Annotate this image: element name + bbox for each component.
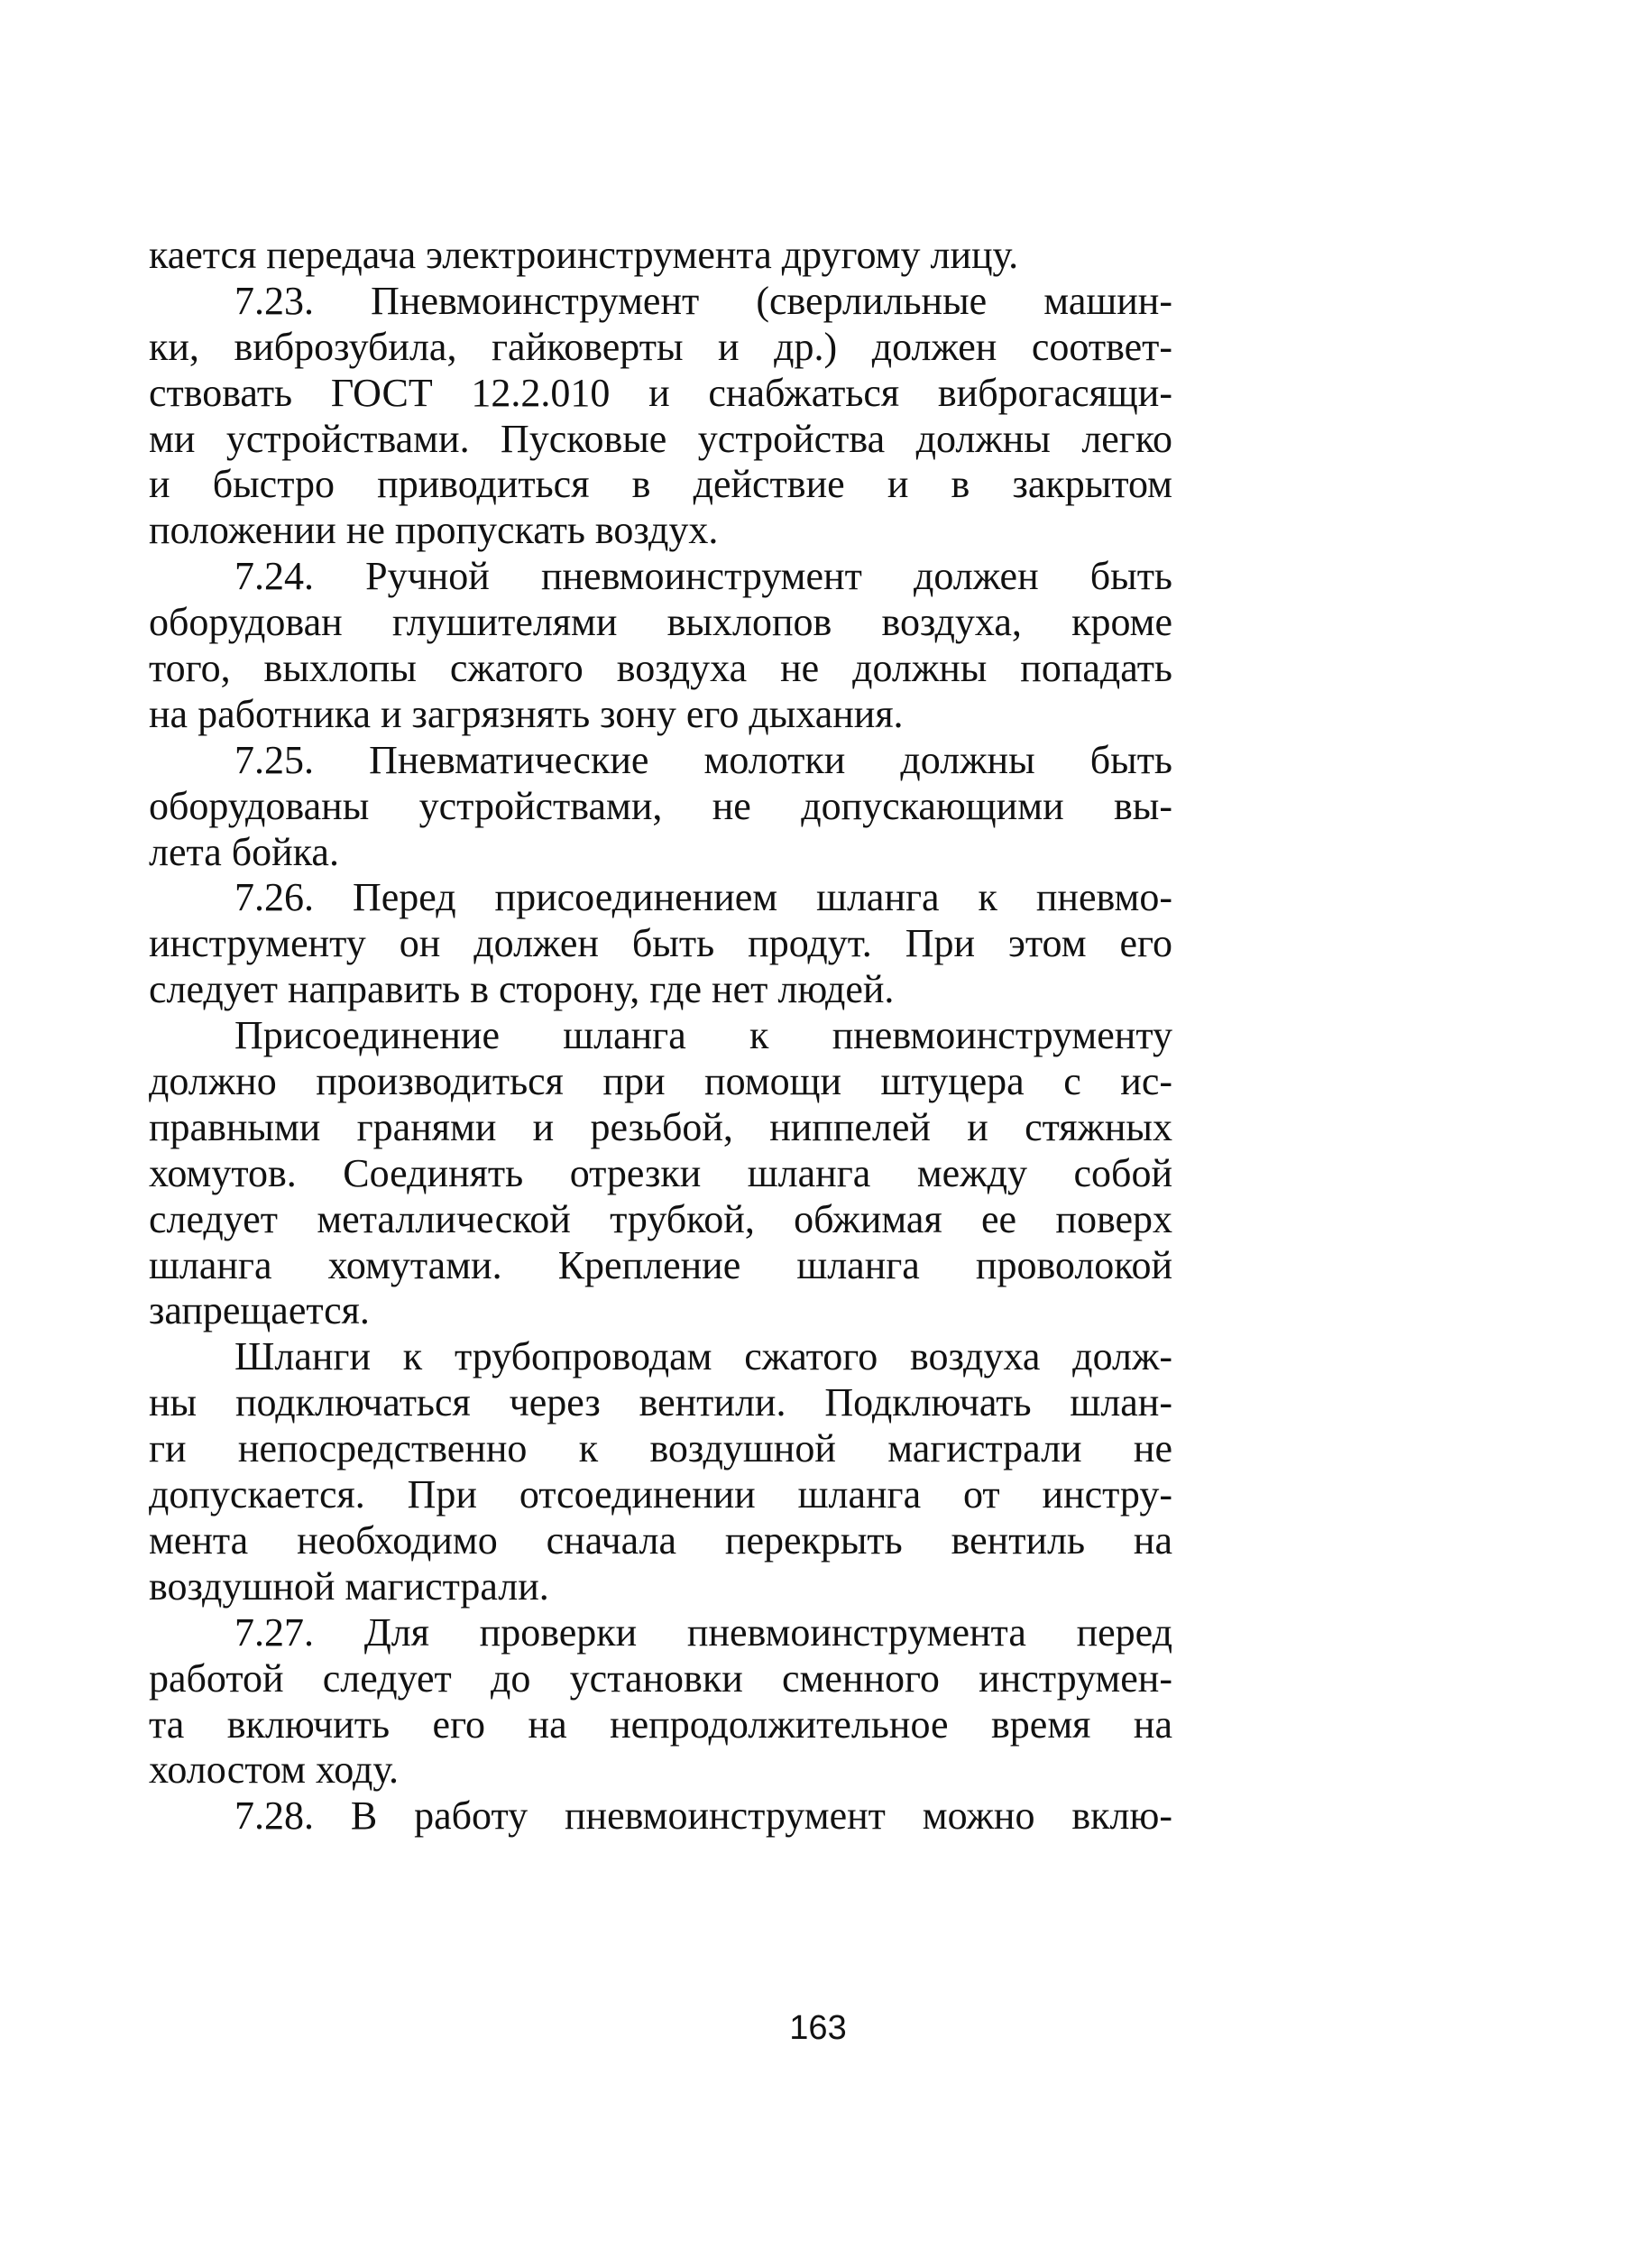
text-line: холостом ходу. bbox=[149, 1747, 400, 1793]
text-line: 7.23. Пневмоинструмент (сверлильные машин- bbox=[234, 278, 1172, 323]
text-line: должно производиться при помощи штуцера с ис- bbox=[149, 1059, 1172, 1104]
text-line: на работника и загрязнять зону его дыхания. bbox=[149, 691, 904, 736]
text-line: оборудован глушителями выхлопов воздуха, кроме bbox=[149, 600, 1172, 645]
text-line: запрещается. bbox=[149, 1288, 370, 1333]
text-line: того, выхлопы сжатого воздуха не должны попадать bbox=[149, 646, 1172, 691]
text-line: Шланги к трубопроводам сжатого воздуха долж- bbox=[234, 1334, 1172, 1379]
text-line: ны подключаться через вентили. Подключать шлан- bbox=[149, 1380, 1172, 1425]
text-line: положении не пропускать воздух. bbox=[149, 508, 719, 553]
text-line: работой следует до установки сменного инструмен- bbox=[149, 1655, 1172, 1701]
text-line: ми устройствами. Пусковые устройства должны легко bbox=[149, 416, 1172, 461]
text-line: 7.25. Пневматические молотки должны быть bbox=[234, 737, 1172, 782]
text-line: ки, виброзубила, гайковерты и др.) должен соответ- bbox=[149, 324, 1172, 369]
text-line: 7.28. В работу пневмоинструмент можно вклю- bbox=[234, 1793, 1172, 1839]
text-line: допускается. При отсоединении шланга от инстру- bbox=[149, 1472, 1172, 1517]
text-line: шланга хомутами. Крепление шланга проволокой bbox=[149, 1242, 1172, 1287]
text-line: лета бойка. bbox=[149, 829, 339, 874]
text-line: ствовать ГОСТ 12.2.010 и снабжаться виброгасящи- bbox=[149, 370, 1172, 415]
text-line: 7.24. Ручной пневмоинструмент должен быть bbox=[234, 554, 1172, 599]
body-text bbox=[149, 233, 1172, 1839]
text-line: инструменту он должен быть продут. При этом его bbox=[149, 921, 1172, 966]
text-line: и быстро приводиться в действие и в закрытом bbox=[149, 462, 1172, 507]
text-line: 7.27. Для проверки пневмоинструмента перед bbox=[234, 1609, 1172, 1655]
text-line: следует направить в сторону, где нет людей. bbox=[149, 967, 895, 1012]
text-line: оборудованы устройствами, не допускающими вы- bbox=[149, 783, 1172, 828]
text-line: хомутов. Соединять отрезки шланга между собой bbox=[149, 1150, 1172, 1195]
text-line: воздушной магистрали. bbox=[149, 1563, 549, 1609]
text-line: ги непосредственно к воздушной магистрали не bbox=[149, 1426, 1172, 1471]
text-line: правными гранями и резьбой, ниппелей и стяжных bbox=[149, 1104, 1172, 1149]
text-line: следует металлической трубкой, обжимая ее поверх bbox=[149, 1196, 1172, 1241]
text-line: кается передача электроинструмента другому лицу. bbox=[149, 233, 1019, 277]
text-line: та включить его на непродолжительное время на bbox=[149, 1701, 1172, 1747]
text-line: Присоединение шланга к пневмоинструменту bbox=[234, 1013, 1172, 1058]
page-number: 163 bbox=[789, 2009, 847, 2047]
text-line: 7.26. Перед присоединением шланга к пневмо- bbox=[234, 875, 1172, 920]
text-line: мента необходимо сначала перекрыть вентиль на bbox=[149, 1517, 1172, 1563]
